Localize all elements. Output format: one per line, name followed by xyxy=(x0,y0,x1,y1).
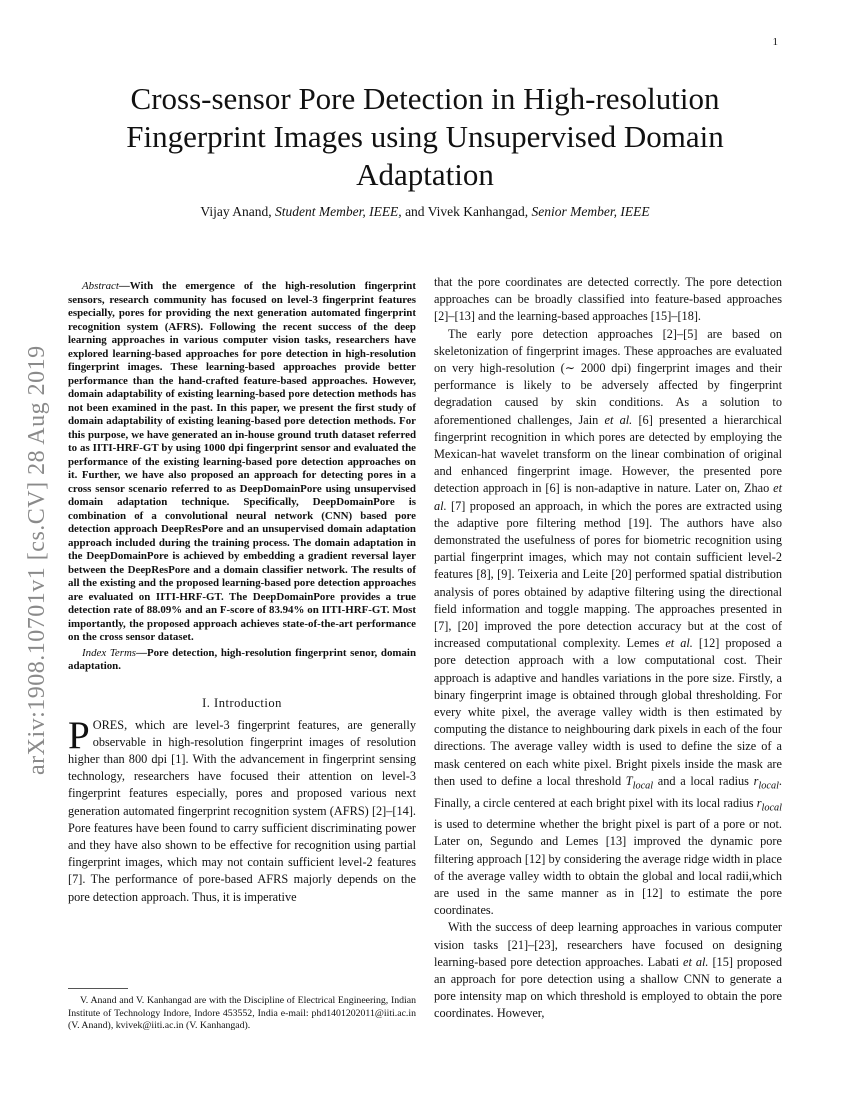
abstract-lead: Abstract xyxy=(82,280,119,292)
math-subscript: local xyxy=(761,802,782,813)
right-column xyxy=(434,274,782,1023)
math-symbol: T xyxy=(625,773,633,788)
author-name: Vivek Kanhangad, xyxy=(427,204,529,219)
intro-paragraph-text: ORES, which are level-3 fingerprint features, are generally observable in high-resolution fingerprint images of resolution higher than 800 dpi [1]. With the advancement in fingerprint sensing technology, researchers have focused their attention on level-3 fingerprint features especially, pores and proposed various next generation automated fingerprint recognition system (AFRS) [2]–[14]. Pore features have been found to carry sufficient discriminating power and they have also shown to be effective for recognition using partial fingerprint images, which may not contain sufficient level-2 features [7]. The performance of pore-based AFRS majorly depends on the pore detection approach. Thus, it is imperative xyxy=(68,717,416,904)
text-run: is used to determine whether the bright pixel is part of a pore or not. Later on, Segundo and Lemes [13] improved the dynamic pore filtering approach [12] by considering the average ridge width in place of the average valley width to obtain the global and local radii,which are used in the same manner as in [12] to estimate the pore coordinates. xyxy=(434,817,782,918)
math-subscript: local xyxy=(758,780,779,792)
text-run: [12] proposed a pore detection approach with a low computational cost. Their approach is adaptive and handles variations in the pore size. Firstly, a binary fingerprint image is obtained through global thresholding. For every white pixel, the average valley width is then estimated by computing the distance to neighbouring dark pixels in each of the four directions. The average valley width is used to define the size of a mask centered on each white pixel. Bright pixels inside the mask are then used to define a local threshold xyxy=(434,636,783,788)
author-conjunction: and xyxy=(405,204,425,219)
author-role: Student Member, IEEE, xyxy=(274,204,402,219)
text-run: The early pore detection approaches [2]–[5] are based on skeletonization of fingerprint images. These approaches are evaluated on very high-resolution (∼ 2000 dpi) fingerprint images and their performance is likely to be adversely affected by fingerprint degradation caused by skin conditions. As a solution to aforementioned challenges, Jain xyxy=(434,326,782,427)
citation-et-al: et al. xyxy=(604,412,633,427)
index-terms xyxy=(68,647,416,674)
text-run: With the success of deep learning approaches in various computer vision tasks [21]–[23], researchers have focused on designing learning-based pore detection approaches. Labati xyxy=(434,920,782,969)
author-name: Vijay Anand, xyxy=(200,204,272,219)
paper-title: Cross-sensor Pore Detection in High-resolution Fingerprint Images using Unsupervised Domain Adaptation xyxy=(126,81,724,192)
text-run: and a local radius xyxy=(653,773,754,788)
math-symbol: r xyxy=(753,773,759,788)
intro-paragraph xyxy=(68,713,416,906)
section-heading: I. Introduction xyxy=(202,695,282,710)
text-run: [7] proposed an approach, in which the pores are extracted using the adaptive pore filtering method [19]. The authors have also demonstrated the usefulness of pores for biometric recognition using partial fingerprint images, which may not contain sufficient level-2 features [8], [9]. Teixeria and Leite [20] performed spatial distribution analysis of pores obtained by adaptive filtering using the directional field information and toggle mapping. The approaches presented in [7], [20] improved the pore detection accuracy but at the cost of increased computational complexity. Lemes xyxy=(434,498,782,651)
math-subscript: local xyxy=(632,780,654,792)
index-terms-text: —Pore detection, high-resolution fingerprint senor, domain adaptation. xyxy=(68,646,416,672)
left-column xyxy=(68,280,416,906)
arxiv-identifier-stamp: arXiv:1908.10701v1 [cs.CV] 28 Aug 2019 xyxy=(24,345,50,775)
body-paragraph xyxy=(434,326,782,920)
author-line xyxy=(70,204,780,220)
page-number: 1 xyxy=(772,36,778,48)
drop-cap: P xyxy=(68,713,90,757)
citation-et-al: et al. xyxy=(682,954,709,969)
abstract-text: —With the emergence of the high-resolution fingerprint sensors, research community has focused on level-3 fingerprint features especially, pores for providing the next generation automated fingerprint recognition system (AFRS). Following the recent success of the deep learning approaches in various computer vision tasks, researchers have explored learning-based approaches for pore detection in high-resolution fingerprint images. These learning-based approaches provide better performance than the hand-crafted feature-based approaches. However, domain adaptability of existing learning-based pore detection methods has not been examined in the past. In this paper, we present the first study of domain adaptability of existing leaning-based pore detection methods. For this purpose, we have generated an in-house ground truth dataset referred to as IITI-HRF-GT by using 1000 dpi fingerprint sensor and evaluated the performance of the existing learning-based pore detection approaches on it. Further, we have also proposed an approach for detecting pores in a cross sensor scenario referred to as DeepDomainPore using unsupervised domain adaptation technique. Specifically, DeepDomainPore is combination of a convolutional neural network (CNN) based pore detection approach DeepResPore and an unsupervised domain adaptation approach included during the training process. The domain adaptation in the DeepDomainPore is achieved by embedding a gradient reversal layer between the DeepResPore and a domain classifier network. The results of all the existing and the proposed learning-based pore detection approaches are evaluated on IITI-HRF-GT. The DeepDomainPore provides a true detection rate of 88.09% and an F-score of 83.94% on IITI-HRF-GT. Most importantly, the proposed approach achieves state-of-the-art performance on the cross sensor dataset. xyxy=(68,280,416,643)
math-symbol: r xyxy=(756,795,762,810)
text-run: [6] presented a hierarchical fingerprint recognition in which pores are detected by employing the Mexican-hat wavelet transform on the linear combination of original and enhanced fingerprint image. However, the presented pore detection approach in [6] is non-adaptive in nature. Later on, Zhao xyxy=(434,412,782,496)
text-run: . Finally, a circle centered at each bright pixel with its local radius xyxy=(434,773,782,810)
text-run: [15] proposed an approach for pore detection using a shallow CNN to generate a pore intensity map on which threshold is employed to obtain the pore coordinates. However, xyxy=(434,954,783,1021)
author-role: Senior Member, IEEE xyxy=(531,204,650,219)
affiliation-footnote: V. Anand and V. Kanhangad are with the Discipline of Electrical Engineering, Indian Institute of Technology Indore, Indore 453552, India e-mail: phd1401202011@iiti.ac.in (V. Anand), kvivek@iiti.ac.in (V. Kanhangad). xyxy=(68,995,416,1031)
body-paragraph: that the pore coordinates are detected correctly. The pore detection approaches can be broadly classified into feature-based approaches [2]–[13] and the learning-based approaches [15]–[18]. xyxy=(434,275,782,324)
abstract xyxy=(68,280,416,645)
citation-et-al: et al. xyxy=(434,481,782,513)
footnote-divider xyxy=(68,988,128,989)
index-terms-lead: Index Terms xyxy=(82,646,137,659)
body-paragraph xyxy=(434,919,782,1022)
citation-et-al: et al. xyxy=(665,636,693,651)
